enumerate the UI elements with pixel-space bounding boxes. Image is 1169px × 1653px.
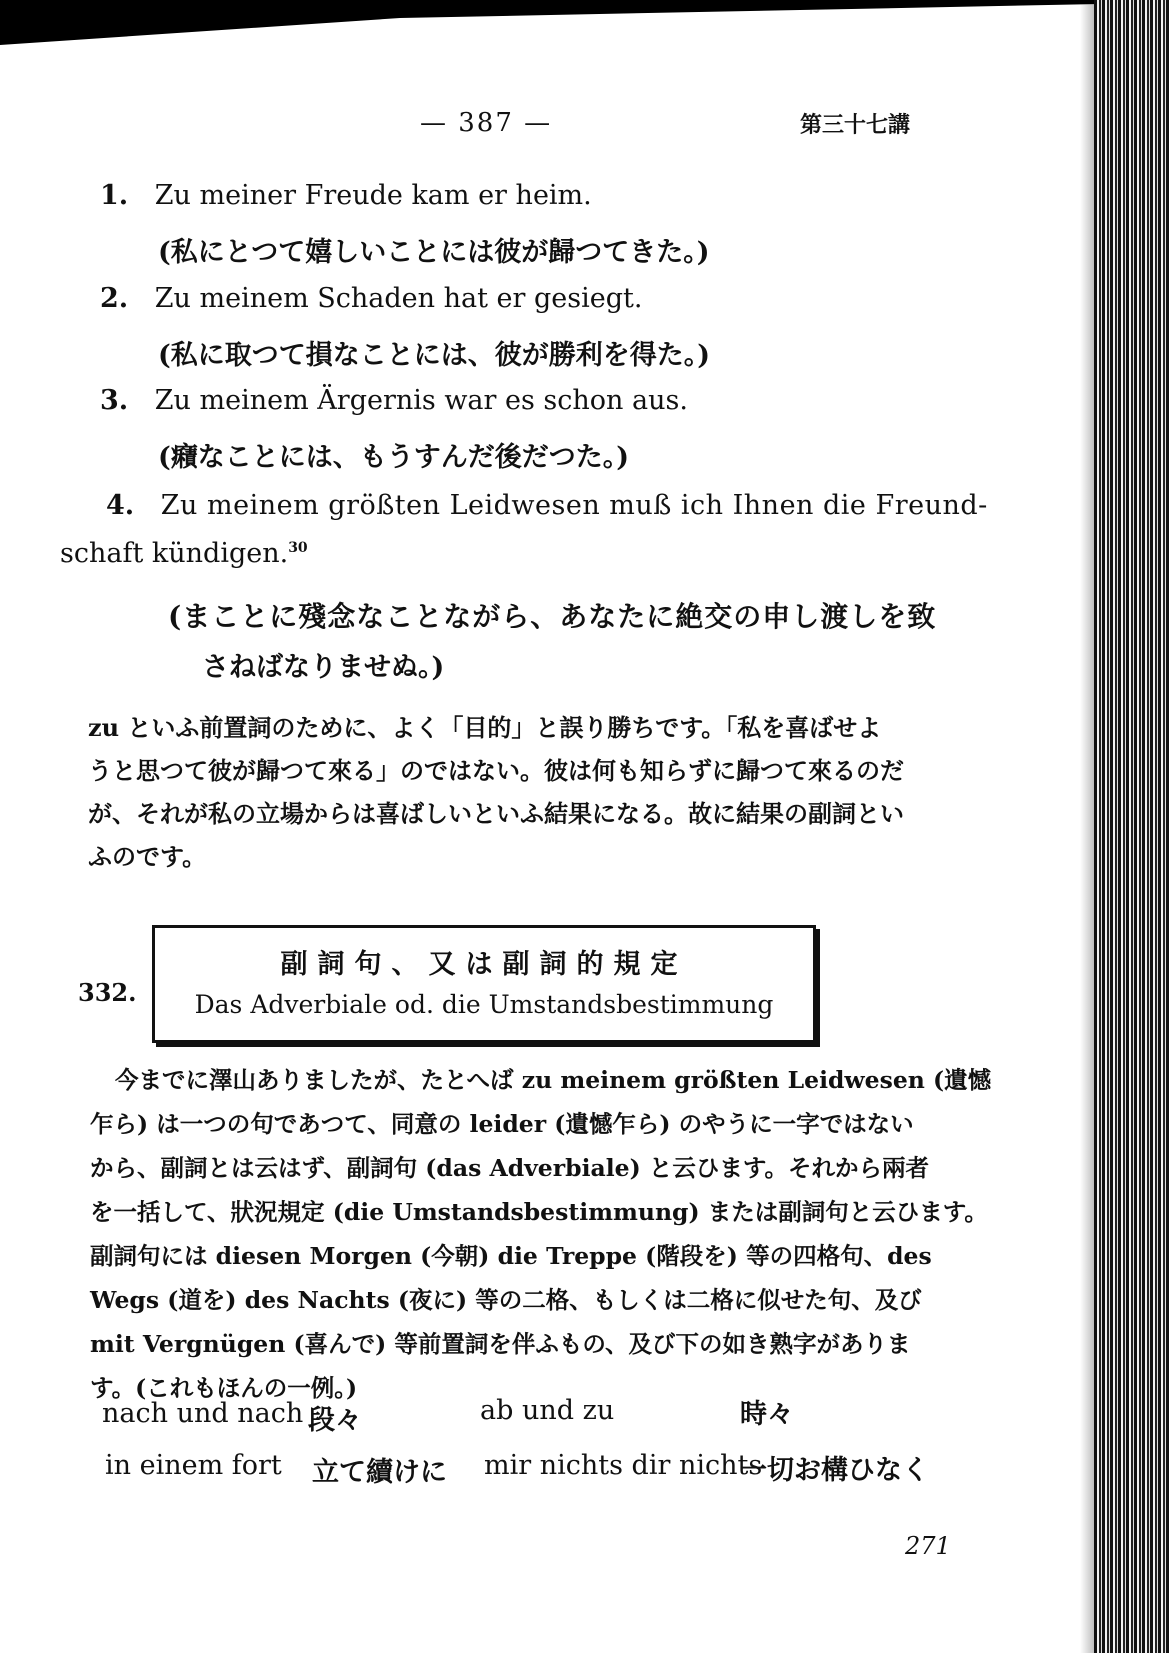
section-subtitle: Das Adverbiale od. die Umstandsbestimmung — [194, 990, 774, 1019]
japanese-translation-continued: さねばなりませぬ。) — [202, 652, 445, 683]
body-line: から、副詞とは云はず、副詞句 (das Adverbiale) と云ひます。それから兩者 — [90, 1154, 930, 1182]
phrase-ja: 立て續けに — [312, 1457, 447, 1488]
body-line: mit Vergnügen (喜んで) 等前置詞を伴ふもの、及び下の如き熟字がありま — [90, 1330, 911, 1358]
phrase-ja: 時々 — [740, 1399, 794, 1430]
footnote-marker: 30 — [288, 540, 308, 556]
section-number: 332. — [78, 978, 137, 1007]
example-number: 1. — [100, 180, 129, 211]
example-4 — [106, 490, 988, 521]
section-heading-box — [152, 925, 816, 1043]
body-line: 副詞句には diesen Morgen (今朝) die Treppe (階段を) 等の四格句、des — [90, 1242, 932, 1270]
scan-dark-corner — [0, 0, 1169, 60]
example-number: 2. — [100, 283, 129, 314]
phrase-ja: 一切お構ひなく — [740, 1455, 929, 1486]
body-line: す。(これもほんの一例。) — [90, 1374, 358, 1402]
folio-number: 271 — [905, 1532, 951, 1560]
chapter-heading: 第三十七講 — [800, 112, 911, 138]
phrase-de: ab und zu — [480, 1395, 615, 1426]
body-paragraph — [90, 1058, 991, 1410]
german-sentence-continued — [60, 538, 308, 569]
page-number: — 387 — — [420, 108, 553, 138]
example-number: 3. — [100, 385, 129, 416]
japanese-translation: (私にとつて嬉しいことには彼が歸つてきた。) — [158, 237, 710, 268]
note-line: うと思つて彼が歸つて來る」のではない。彼は何も知らずに歸つて來るのだ — [88, 756, 904, 785]
german-sentence: Zu meiner Freude kam er heim. — [154, 180, 592, 211]
note-line: zu といふ前置詞のために、よく「目的」と誤り勝ちです。「私を喜ばせよ — [88, 713, 882, 742]
body-line: 今までに澤山ありましたが、たとへば zu meinem größten Leidwesen (遺憾 — [115, 1066, 992, 1094]
japanese-translation: (癪なことには、もうすんだ後だつた。) — [158, 442, 630, 473]
body-line: 乍ら) は一つの句であつて、同意の leider (遺憾乍ら) のやうに一字ではない — [90, 1110, 914, 1138]
example-1 — [100, 180, 592, 211]
example-2 — [100, 283, 642, 314]
phrase-de: in einem fort — [105, 1450, 282, 1481]
japanese-translation: (私に取つて損なことには、彼が勝利を得た。) — [158, 340, 711, 371]
note-line: が、それが私の立場からは喜ばしいといふ結果になる。故に結果の副詞とい — [88, 799, 904, 828]
german-sentence: Zu meinem Ärgernis war es schon aus. — [154, 385, 688, 416]
section-title: 副詞句、又は副詞的規定 — [280, 949, 688, 980]
note-paragraph — [88, 706, 904, 878]
japanese-translation: (まことに殘念なことながら、あなたに絶交の申し渡しを致 — [168, 600, 937, 633]
german-sentence: Zu meinem größten Leidwesen muß ich Ihnen die Freund- — [160, 490, 988, 521]
body-line: Wegs (道を) des Nachts (夜に) 等の二格、もしくは二格に似せた句、及び — [90, 1286, 922, 1314]
example-number: 4. — [106, 490, 135, 521]
phrase-de: mir nichts dir nichts — [484, 1450, 763, 1481]
body-line: を一括して、狀況規定 (die Umstandsbestimmung) または副詞句と云ひます。 — [90, 1198, 988, 1226]
german-sentence: Zu meinem Schaden hat er gesiegt. — [154, 283, 643, 314]
german-text: schaft kündigen. — [60, 538, 289, 569]
phrase-ja: 段々 — [308, 1405, 362, 1436]
page-gutter-shadow — [1080, 0, 1094, 1653]
phrase-de: nach und nach — [102, 1398, 304, 1429]
note-line: ふのです。 — [88, 842, 207, 871]
example-3 — [100, 385, 688, 416]
page-edge-strips — [1094, 0, 1169, 1653]
